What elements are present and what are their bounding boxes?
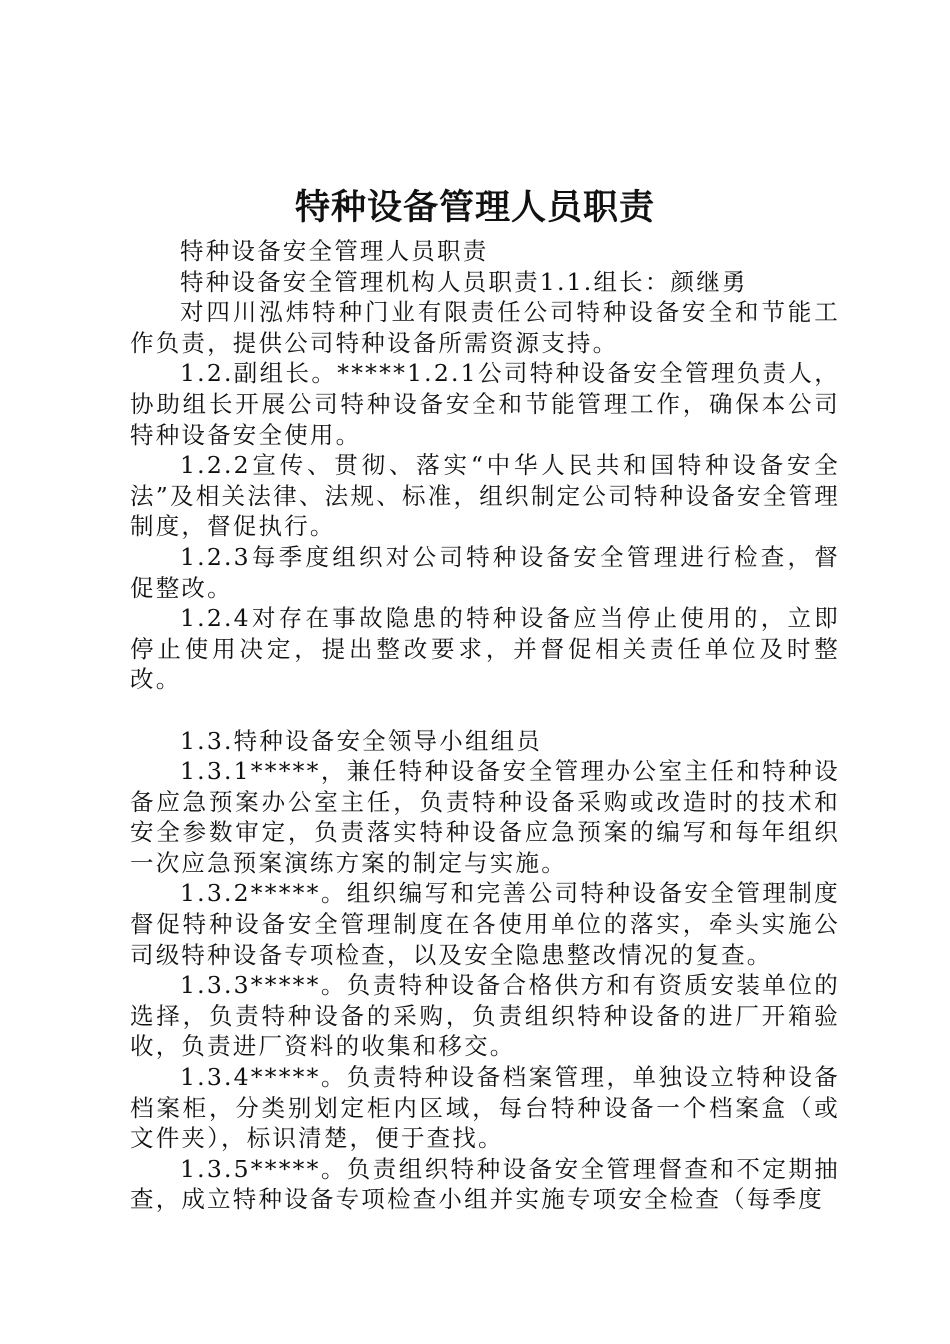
paragraph-1-3: 1.3.特种设备安全领导小组组员 <box>180 726 543 755</box>
paragraph-1-3-1: 1.3.1*****，兼任特种设备安全管理办公室主任和特种设备应急预案办公室主任，负责特种设备采购或改造时的技术和安全参数审定，负责落实特种设备应急预案的编写和每年组织一次应急预案演练方案的制定与实施。 <box>130 757 840 877</box>
paragraph-1-3-4: 1.3.4*****。负责特种设备档案管理，单独设立特种设备档案柜，分类别划定柜内区域，每台特种设备一个档案盒（或文件夹），标识清楚，便于查找。 <box>130 1063 840 1153</box>
paragraph-1-2-1: 1.2.副组长。*****1.2.1公司特种设备安全管理负责人，协助组长开展公司特种设备安全和节能管理工作，确保本公司特种设备安全使用。 <box>130 359 840 449</box>
document-body <box>130 236 840 1215</box>
paragraph-spacer <box>130 695 840 726</box>
paragraph-1-2-2: 1.2.2宣传、贯彻、落实“中华人民共和国特种设备安全法”及相关法律、法规、标准，组织制定公司特种设备安全管理制度，督促执行。 <box>130 451 840 541</box>
paragraph-subtitle: 特种设备安全管理人员职责 <box>180 237 489 265</box>
paragraph-leader-duty: 对四川泓炜特种门业有限责任公司特种设备安全和节能工作负责，提供公司特种设备所需资源支持。 <box>130 298 840 357</box>
paragraph-1-3-3: 1.3.3*****。负责特种设备合格供方和有资质安装单位的选择，负责特种设备的采购，负责组织特种设备的进厂开箱验收，负责进厂资料的收集和移交。 <box>130 971 840 1061</box>
paragraph-1-3-5: 1.3.5*****。负责组织特种设备安全管理督查和不定期抽查，成立特种设备专项检查小组并实施专项安全检查（每季度 <box>130 1154 840 1214</box>
paragraph-1-3-2: 1.3.2*****。组织编写和完善公司特种设备安全管理制度督促特种设备安全管理制度在各使用单位的落实，牵头实施公司级特种设备专项检查，以及安全隐患整改情况的复查。 <box>130 879 840 969</box>
document-title: 特种设备管理人员职责 <box>294 187 655 228</box>
paragraph-1-2-3: 1.2.3每季度组织对公司特种设备安全管理进行检查，督促整改。 <box>130 542 840 602</box>
paragraph-1-1: 特种设备安全管理机构人员职责1.1.组长：颜继勇 <box>180 267 748 296</box>
paragraph-1-2-4: 1.2.4对存在事故隐患的特种设备应当停止使用的，立即停止使用决定，提出整改要求，并督促相关责任单位及时整改。 <box>130 604 840 694</box>
